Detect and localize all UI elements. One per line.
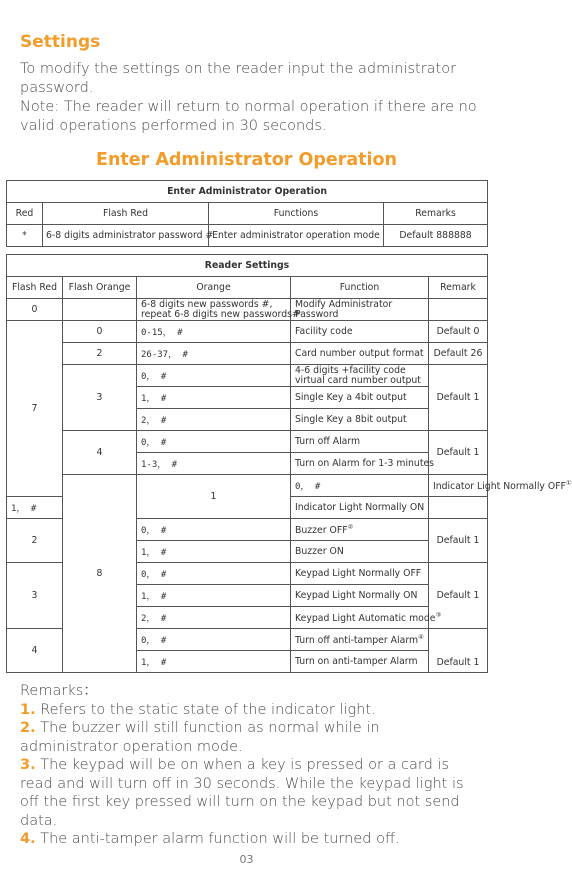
cell-flash-orange: 0 bbox=[63, 321, 137, 343]
table-row bbox=[7, 225, 488, 247]
cell-function: Single Key a 8bit output bbox=[291, 409, 429, 431]
remark-item: 1. Refers to the static state of the indicator light. bbox=[20, 701, 376, 718]
cell-orange: 1， # bbox=[137, 387, 291, 409]
cell-function: Modify Administrator Password bbox=[291, 299, 429, 321]
cell-remark: Default 1 bbox=[429, 431, 488, 475]
cell-remark: Default 1 bbox=[429, 365, 488, 431]
cell-function: Turn on anti-tamper Alarm bbox=[291, 651, 429, 673]
cell-orange: 0， # bbox=[137, 563, 291, 585]
cell-function: Buzzer OFF② bbox=[291, 519, 429, 541]
header-function: Function bbox=[291, 277, 429, 299]
cell-function: Single Key a 4bit output bbox=[291, 387, 429, 409]
cell-function: Indicator Light Normally ON bbox=[291, 497, 429, 519]
cell-remark bbox=[429, 299, 488, 321]
footnote-marker: ③ bbox=[435, 610, 442, 619]
cell-flash-orange: 4 bbox=[63, 431, 137, 475]
cell-function: Indicator Light Normally OFF① bbox=[429, 475, 488, 497]
admin-operation-table bbox=[6, 180, 488, 247]
cell-orange: 2， # bbox=[137, 409, 291, 431]
cell-remark: Default 888888 bbox=[384, 225, 488, 247]
header-orange: Orange bbox=[137, 277, 291, 299]
footnote-marker: ④ bbox=[418, 632, 424, 641]
cell-flash-orange: 1 bbox=[137, 475, 291, 519]
cell-flash-red: 6-8 digits administrator password # bbox=[43, 225, 209, 247]
cell-flash-orange: 4 bbox=[7, 629, 63, 673]
cell-function: Turn off Alarm bbox=[291, 431, 429, 453]
table-row bbox=[7, 365, 488, 387]
cell-function: Keypad Light Normally OFF bbox=[291, 563, 429, 585]
cell-orange: 2， # bbox=[137, 607, 291, 629]
reader-settings-table bbox=[6, 254, 572, 673]
cell-flash-red: 8 bbox=[63, 475, 137, 673]
cell-function: Keypad Light Normally ON bbox=[291, 585, 429, 607]
cell-orange: 1， # bbox=[137, 651, 291, 673]
page-number: 03 bbox=[239, 853, 254, 866]
cell-orange: 1-3， # bbox=[137, 453, 291, 475]
footnote-marker: ① bbox=[565, 478, 572, 487]
cell-remark: Default 1 bbox=[429, 563, 488, 629]
table-header-row bbox=[7, 203, 488, 225]
table-row bbox=[7, 475, 488, 497]
remark-item: 3. The keypad will be on when a key is pressed or a card is read and will turn off in 30 seconds. While the keypad light is off the first key pressed will turn on the keypad but not send data. bbox=[20, 757, 464, 829]
cell-flash-red: 7 bbox=[7, 321, 63, 497]
cell-flash-orange: 3 bbox=[7, 563, 63, 629]
cell-flash-red: 0 bbox=[7, 299, 63, 321]
cell-orange: 26-37， # bbox=[137, 343, 291, 365]
cell-function: Buzzer ON bbox=[291, 541, 429, 563]
cell-flash-orange: 3 bbox=[63, 365, 137, 431]
header-flash-orange: Flash Orange bbox=[63, 277, 137, 299]
cell-orange: 0-15， # bbox=[137, 321, 291, 343]
header-remark: Remark bbox=[429, 277, 488, 299]
cell-orange: 1， # bbox=[137, 585, 291, 607]
header-flash-red: Flash Red bbox=[7, 277, 63, 299]
cell-orange: 0， # bbox=[137, 431, 291, 453]
cell-function: Card number output format bbox=[291, 343, 429, 365]
cell-function: Enter administrator operation mode bbox=[209, 225, 384, 247]
remarks-title: Remarks： bbox=[20, 683, 98, 699]
table-row bbox=[7, 431, 488, 453]
table-row bbox=[7, 343, 488, 365]
remark-item: 4. The anti-tamper alarm function will be turned off. bbox=[20, 831, 400, 847]
cell-remark: Default 0 bbox=[429, 321, 488, 343]
settings-intro: To modify the settings on the reader input the administrator password. bbox=[20, 61, 457, 96]
table-row bbox=[7, 321, 488, 343]
cell-orange: 6-8 digits new passwords #, repeat 6-8 digits new passwords# bbox=[137, 299, 291, 321]
cell-function: 4-6 digits +facility code virtual card number output bbox=[291, 365, 429, 387]
cell-orange: 1， # bbox=[7, 497, 63, 519]
cell-orange: 0， # bbox=[291, 475, 429, 497]
cell-remark: Default 1 bbox=[429, 519, 488, 563]
header-flash-red: Flash Red bbox=[43, 203, 209, 225]
cell-flash-orange: 2 bbox=[7, 519, 63, 563]
cell-orange: 1， # bbox=[137, 541, 291, 563]
cell-remark: Default 26 bbox=[429, 343, 488, 365]
header-red: Red bbox=[7, 203, 43, 225]
cell-function: Facility code bbox=[291, 321, 429, 343]
settings-note: Note: The reader will return to normal operation if there are no valid operations performed in 30 seconds. bbox=[20, 99, 477, 134]
cell-flash-orange: 2 bbox=[63, 343, 137, 365]
settings-heading: Settings bbox=[20, 32, 101, 52]
remarks-section bbox=[20, 682, 480, 849]
header-functions: Functions bbox=[209, 203, 384, 225]
cell-function: Turn on Alarm for 1-3 minutes bbox=[291, 453, 429, 475]
cell-remark: Default 1 bbox=[429, 629, 488, 673]
cell-flash-orange bbox=[63, 299, 137, 321]
table-caption: Reader Settings bbox=[7, 255, 488, 277]
footnote-marker: ② bbox=[347, 522, 354, 531]
cell-red: * bbox=[7, 225, 43, 247]
cell-function: Turn off anti-tamper Alarm④ bbox=[291, 629, 429, 651]
cell-orange: 0， # bbox=[137, 519, 291, 541]
table-row bbox=[7, 299, 488, 321]
header-remarks: Remarks bbox=[384, 203, 488, 225]
cell-function: Keypad Light Automatic mode③ bbox=[291, 607, 429, 629]
table-caption: Enter Administrator Operation bbox=[7, 181, 488, 203]
section-title: Enter Administrator Operation bbox=[95, 150, 398, 170]
table-header-row bbox=[7, 277, 488, 299]
cell-orange: 0， # bbox=[137, 629, 291, 651]
remark-item: 2. The buzzer will still function as normal while in administrator operation mode. bbox=[20, 720, 380, 755]
cell-orange: 0， # bbox=[137, 365, 291, 387]
